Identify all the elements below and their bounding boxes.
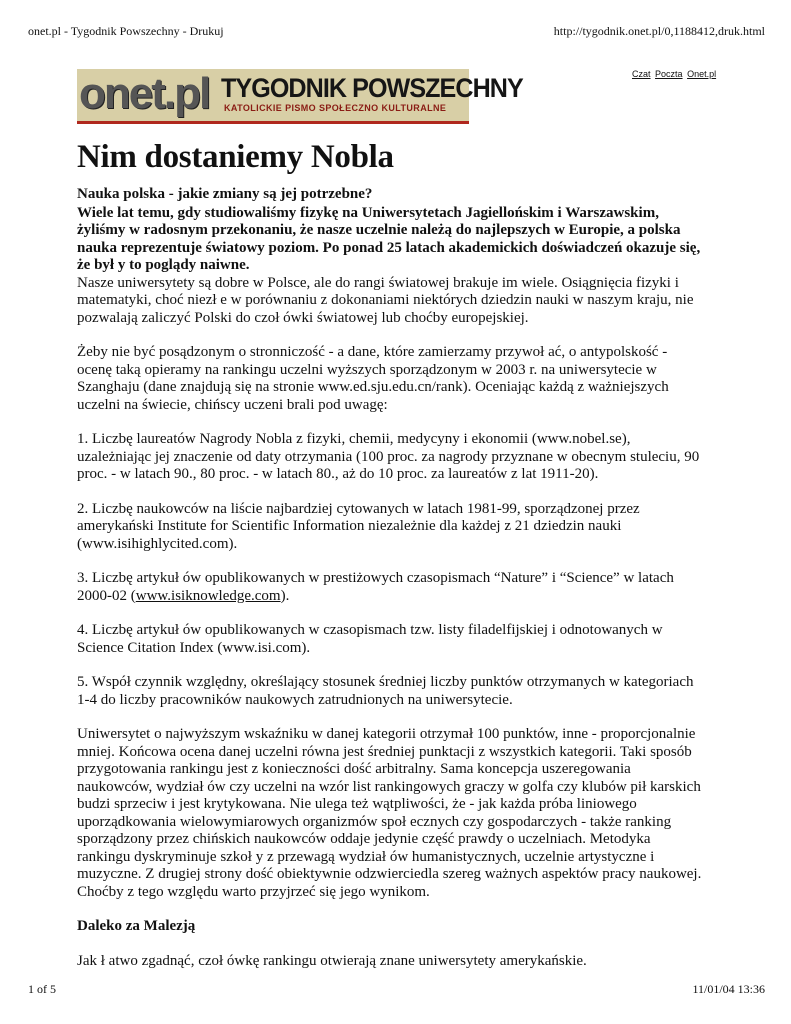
top-links <box>632 69 718 79</box>
paragraph: Nasze uniwersytety są dobre w Polsce, ale do rangi światowej brakuje im wiele. Osiągnięcia fizyki i matematyki, choć niezł e w porównaniu z dokonaniami niektórych dziedzin nauki w naszym kraju, nie pozwalają zaliczyć Polski do czoł ówki światowej lub choćby europejskiej. <box>77 274 694 326</box>
list-item-text: 3. Liczbę artykuł ów opublikowanych w prestiżowych czasopismach “Nature” i “Science” w latach 2000-02 ( <box>77 570 674 604</box>
logo-tagline: KATOLICKIE PISMO SPOŁECZNO KULTURALNE <box>224 103 447 113</box>
paragraph: Żeby nie być posądzonym o stronniczość - a dane, które zamierzamy przywoł ać, o antypolskość - ocenę taką opieramy na rankingu uczelni wyższych sporządzonym w 2003 r. na uniwersytecie w Szanghaju (dane znajdują się na stronie www.ed.sju.edu.cn/rank). Oceniając każdą z ważniejszych uczelni na świecie, chińscy uczeni brali pod uwagę: <box>77 344 669 413</box>
list-item: 2. Liczbę naukowców na liście najbardziej cytowanych w latach 1981-99, sporządzonej przez amerykański Institute for Scientific Information niezależnie dla każdej z 21 dziedzin nauki (www.isihighlycited.com). <box>77 500 640 552</box>
link-czat[interactable]: Czat <box>632 69 651 79</box>
article-subtitle: Nauka polska - jakie zmiany są jej potrzebne? <box>77 186 373 202</box>
tygodnik-logo-text: TYGODNIK POWSZECHNY <box>221 73 523 103</box>
print-footer <box>28 982 765 997</box>
list-item-end: ). <box>280 587 290 604</box>
section-heading: Daleko za Malezją <box>77 918 196 934</box>
article <box>77 138 702 987</box>
link-poczta[interactable]: Poczta <box>655 69 683 79</box>
print-header <box>28 24 765 39</box>
page-url: http://tygodnik.onet.pl/0,1188412,druk.html <box>553 24 765 38</box>
list-item: 4. Liczbę artykuł ów opublikowanych w czasopismach tzw. listy filadelfijskiej i odnotowanych w Science Citation Index (www.isi.com). <box>77 622 663 656</box>
paragraph: Jak ł atwo zgadnąć, czoł ówkę rankingu otwierają znane uniwersytety amerykańskie. <box>77 952 587 969</box>
print-datetime: 11/01/04 13:36 <box>692 982 765 996</box>
link-onet[interactable]: Onet.pl <box>687 69 717 79</box>
list-item <box>77 570 702 605</box>
list-item: 1. Liczbę laureatów Nagrody Nobla z fizyki, chemii, medycyny i ekonomii (www.nobel.se), uzależniając jej znaczenie od daty otrzymania (100 proc. za nagrody przyznane w obecnym stuleciu, 90 proc. - w latach 90., 80 proc. - w latach 80., aż do 10 proc. za laureatów z lat 1911-20). <box>77 431 700 482</box>
tygodnik-logo[interactable] <box>77 69 523 124</box>
article-title: Nim dostaniemy Nobla <box>77 139 394 175</box>
list-item: 5. Współ czynnik względny, określający stosunek średniej liczby punktów otrzymanych w kategoriach 1-4 do liczby pracowników naukowych zatrudnionych na uniwersytecie. <box>77 674 694 708</box>
isiknowledge-link[interactable]: www.isiknowledge.com <box>135 587 281 604</box>
paragraph: Uniwersytet o najwyższym wskaźniku w danej kategorii otrzymał 100 punktów, inne - proporcjonalnie mniej. Końcowa ocena danej uczelni równa jest średniej punktacji z wszystkich kategorii. Taki sposób przygotowania rankingu jest z konieczności dość arbitralny. Sama koncepcja uszeregowania naukowców, wydział ów czy uczelni na wzór list rankingowych graczy w golfa czy klubów pił karskich budzi sprzeciw i jest krytykowana. Nie ulega też wątpliwości, że - jak każda próba liniowego uporządkowania wielowymiarowych organizmów społ ecznych czy gospodarczych - także ranking sporządzony przez chińskich naukowców oddaje jedynie część prawdy o uczelniach. Metodyka rankingu dyskryminuje szkoł y z przewagą wydział ów humanistycznych, uczelnie artystyczne i muzyczne. Z drugiej strony dość obiektywnie odzwierciedla szereg ważnych aspektów pracy naukowej. Choćby z tego względu warto przyjrzeć się jego wynikom. <box>77 726 702 900</box>
page-number: 1 of 5 <box>28 982 56 996</box>
article-lead: Wiele lat temu, gdy studiowaliśmy fizykę na Uniwersytetach Jagiellońskim i Warszawskim, żyliśmy w radosnym przekonaniu, że nasze uczelnie należą do najlepszych w Europie, a polska nauka reprezentuje światowy poziom. Po ponad 25 latach akademickich doświadczeń okazuje się, że był y to poglądy naiwne. <box>77 204 701 273</box>
page-title: onet.pl - Tygodnik Powszechny - Drukuj <box>28 24 224 38</box>
onet-logo-text: onet.pl <box>79 69 210 118</box>
